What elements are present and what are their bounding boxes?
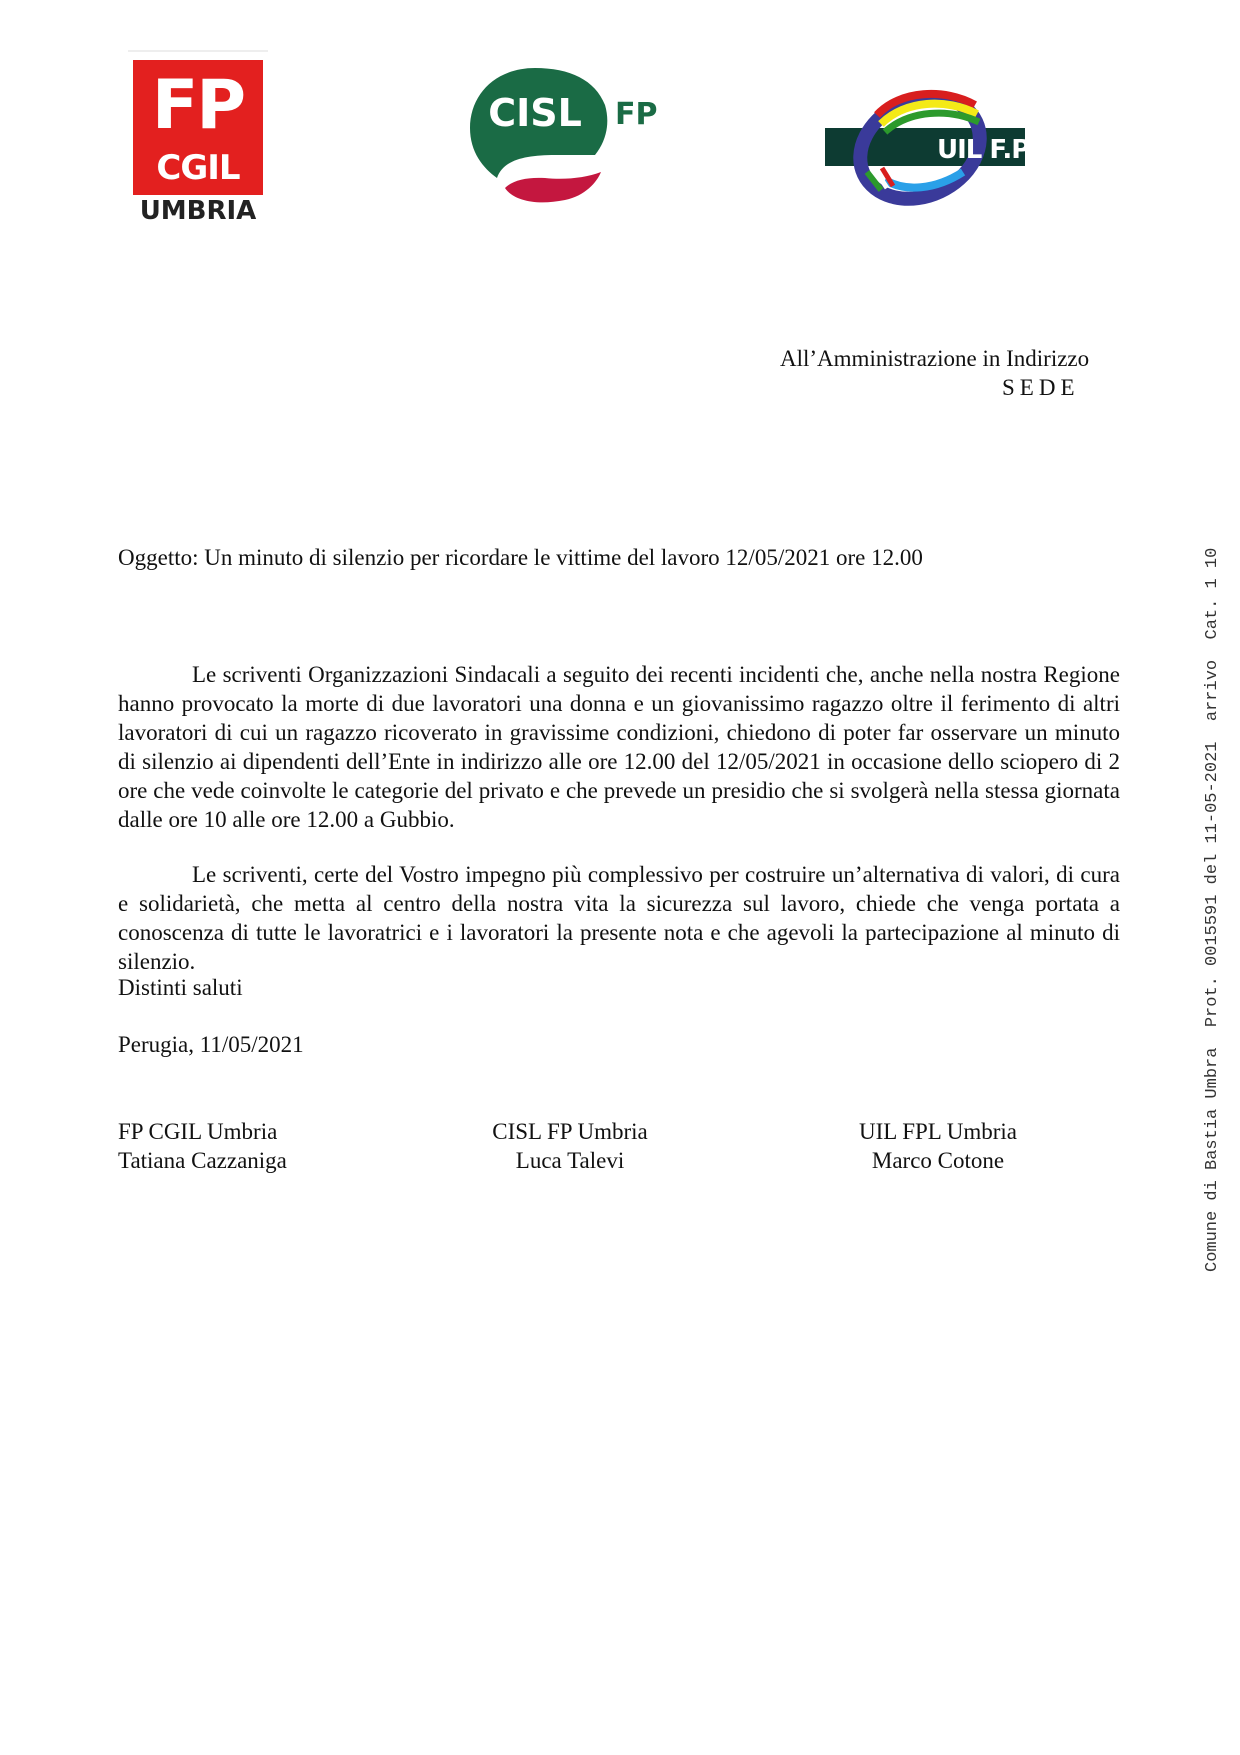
subject-line: Oggetto: Un minuto di silenzio per ricordare le vittime del lavoro 12/05/2021 ore 12.00 — [118, 545, 923, 570]
uil-fpl-text: UIL F.P.L. — [937, 135, 1058, 165]
uil-fpl-logo — [825, 80, 1058, 210]
logo-red-box — [133, 60, 263, 195]
body-paragraph-1: Le scriventi Organizzazioni Sindacali a seguito dei recenti incidenti che, anche nella nostra Regione hanno provocato la morte di due lavoratori una donna e un giovanissimo ragazzo oltre il ferimento di altri lavoratori di cui un ragazzo ricoverato in gravissime condizioni, chiedono di poter far osservare un minuto di silenzio ai dipendenti dell’Ente in indirizzo alle ore 12.00 del 12/05/2021 in occasione dello sciopero di 2 ore che vede coinvolte le categorie del privato e che prevede un presidio che si svolgerà nella stessa giornata dalle ore 10 alle ore 12.00 a Gubbio. — [118, 662, 1120, 832]
body-paragraph-2: Le scriventi, certe del Vostro impegno più complessivo per costruire un’alternativa di valori, di cura e solidarietà, che metta al centro della nostra vita la sicurezza sul lavoro, chiede che venga portata a conoscenza di tutte le lavoratrici e i lavoratori la presente nota e che agevoli la partecipazione al minuto di silenzio. — [118, 862, 1120, 974]
signature-name: Tatiana Cazzaniga — [118, 1148, 287, 1173]
addressee-block — [780, 344, 1089, 402]
cisl-fp-text: FP — [615, 97, 658, 132]
cisl-fp-logo-graphic — [465, 60, 685, 210]
cisl-red-swoosh — [505, 172, 601, 202]
signature-block — [118, 1117, 287, 1175]
signature-name: Marco Cotone — [871, 1148, 1005, 1173]
closing-salutation: Distinti saluti — [118, 975, 243, 1000]
signature-block — [470, 1117, 670, 1175]
uil-fpl-logo-graphic — [825, 80, 1058, 210]
signature-block — [838, 1117, 1038, 1175]
cisl-fp-logo — [465, 60, 685, 210]
logo-cgil-text: CGIL — [156, 148, 240, 188]
logo-divider — [128, 50, 268, 52]
logo-fp-text: FP — [151, 66, 245, 145]
signature-org: CISL FP Umbria — [492, 1119, 648, 1144]
signature-org: FP CGIL Umbria — [118, 1119, 278, 1144]
protocol-stamp: Comune di Bastia Umbra Prot. 0015591 del 11-05-2021 arrivo Cat. 1 10 — [1203, 547, 1222, 1272]
fp-cgil-logo — [128, 50, 268, 226]
place-date: Perugia, 11/05/2021 — [118, 1032, 304, 1057]
signature-org: UIL FPL Umbria — [858, 1119, 1017, 1144]
logo-umbria-text: UMBRIA — [139, 196, 257, 226]
cisl-text: CISL — [488, 91, 582, 135]
signature-name: Luca Talevi — [515, 1148, 625, 1173]
addressee-sede: SEDE — [1002, 375, 1080, 400]
addressee-line: All’Amministrazione in Indirizzo — [780, 346, 1090, 371]
